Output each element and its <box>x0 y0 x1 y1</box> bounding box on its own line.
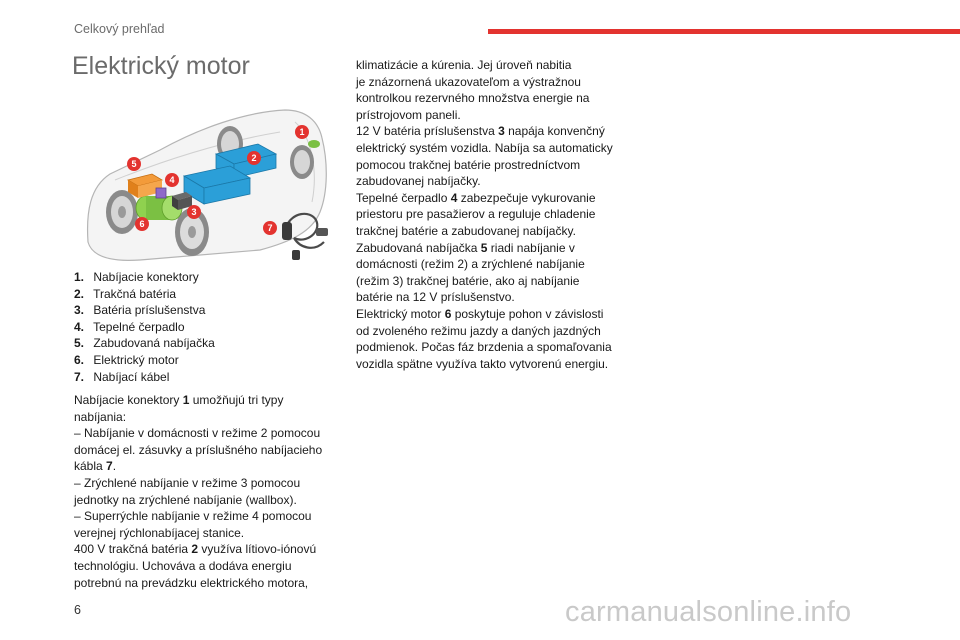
section-accent-bar <box>488 29 960 34</box>
body-text-line: zabudovanej nabíjačky. <box>356 174 481 189</box>
body-text-line: domácnosti (režim 2) a zrýchlené nabíjanie <box>356 257 585 272</box>
body-text-line: pomocou trakčnej batérie prostredníctvom <box>356 157 581 172</box>
body-text-line: kábla 7. <box>74 459 117 474</box>
marker-6: 6 <box>139 219 145 229</box>
body-text-line: nabíjania: <box>74 409 127 424</box>
body-text-line: 400 V trakčná batéria 2 využíva lítiovo-iónovú <box>74 542 317 557</box>
body-text-right-column <box>356 57 631 372</box>
marker-2: 2 <box>251 153 257 163</box>
body-text-line: – Zrýchlené nabíjanie v režime 3 pomocou <box>74 475 301 490</box>
body-text-line: prístrojovom paneli. <box>356 107 461 122</box>
legend-item: 4. Tepelné čerpadlo <box>74 319 185 334</box>
body-text-line: klimatizácie a kúrenia. Jej úroveň nabitia <box>356 58 572 72</box>
legend-item: 3. Batéria príslušenstva <box>74 303 206 318</box>
marker-1: 1 <box>299 127 305 137</box>
body-text-line: technológiu. Uchováva a dodáva energiu <box>74 558 292 573</box>
body-text-line: elektrický systém vozidla. Nabíja sa automaticky <box>356 140 613 155</box>
body-text-line: vozidla spätne využíva takto vytvorenú energiu. <box>356 356 609 371</box>
body-text-line: Tepelné čerpadlo 4 zabezpečuje vykurovanie <box>356 190 596 205</box>
page-number: 6 <box>74 603 81 617</box>
body-text-line: Nabíjacie konektory 1 umožňujú tri typy <box>74 393 284 407</box>
body-text-line: Zabudovaná nabíjačka 5 riadi nabíjanie v <box>356 240 575 255</box>
ev-components-diagram <box>80 92 340 272</box>
marker-7: 7 <box>267 223 273 233</box>
body-text-line: trakčnej batérie a zabudovanej nabíjačky. <box>356 223 576 238</box>
marker-5: 5 <box>131 159 137 169</box>
legend-item: 1. Nabíjacie konektory <box>74 270 199 284</box>
legend-item: 6. Elektrický motor <box>74 352 179 367</box>
legend-item: 2. Trakčná batéria <box>74 286 177 301</box>
body-text-line: verejnej rýchlonabíjacej stanice. <box>74 525 245 540</box>
body-text-line: – Superrýchle nabíjanie v režime 4 pomocou <box>74 509 312 524</box>
marker-3: 3 <box>191 207 197 217</box>
body-text-line: potrebnú na prevádzku elektrického motora, <box>74 575 309 590</box>
watermark-text: carmanualsonline.info <box>565 596 852 628</box>
body-text-line: od zvoleného režimu jazdy a daných jazdných <box>356 323 601 338</box>
body-text-line: podmienok. Počas fáz brzdenia a spomaľovania <box>356 340 612 355</box>
body-text-line: kontrolkou rezervného množstva energie na <box>356 91 590 106</box>
body-text-line: domácej el. zásuvky a príslušného nabíjacieho <box>74 442 323 457</box>
body-text-line: – Nabíjanie v domácnosti v režime 2 pomocou <box>74 426 321 441</box>
body-text-left-column <box>74 392 339 591</box>
body-text-line: batérie na 12 V príslušenstvo. <box>356 290 515 305</box>
body-text-line: (režim 3) trakčnej batérie, ako aj nabíjanie <box>356 273 580 288</box>
marker-4: 4 <box>169 175 175 185</box>
section-title: Celkový prehľad <box>74 22 165 36</box>
body-text-line: jednotky na zrýchlené nabíjanie (wallbox). <box>74 492 297 507</box>
body-text-line: 12 V batéria príslušenstva 3 napája konvenčný <box>356 124 605 139</box>
legend-item: 5. Zabudovaná nabíjačka <box>74 336 215 351</box>
page-heading: Elektrický motor <box>72 52 250 80</box>
component-legend <box>74 269 215 385</box>
body-text-line: je znázornená ukazovateľom a výstražnou <box>356 74 581 89</box>
legend-item: 7. Nabíjací kábel <box>74 369 170 384</box>
body-text-line: priestoru pre pasažierov a reguluje chladenie <box>356 207 596 222</box>
body-text-line: Elektrický motor 6 poskytuje pohon v závislosti <box>356 306 604 321</box>
